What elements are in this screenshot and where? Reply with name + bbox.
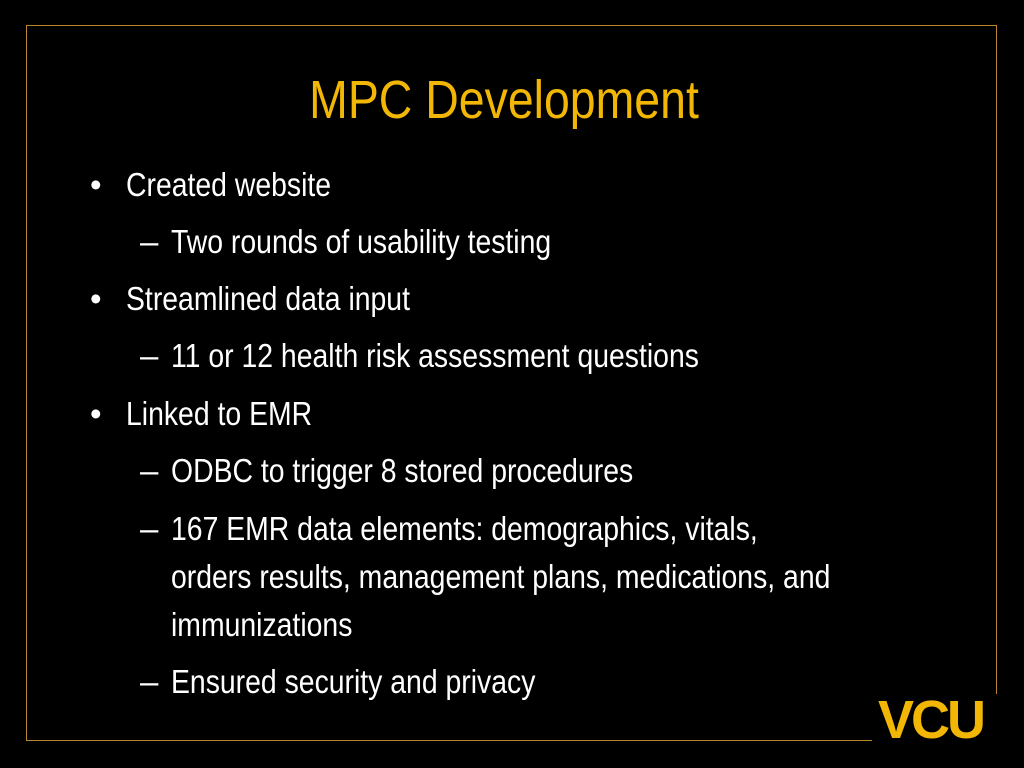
sub-bullet-marker: – [140, 510, 159, 547]
sub-bullet-text: Ensured security and privacy [171, 663, 536, 700]
sub-bullet-text-continued: orders results, management plans, medications, and [171, 558, 831, 595]
sub-bullet-text-continued: immunizations [171, 606, 353, 643]
sub-bullet-marker: – [140, 663, 159, 700]
bullet-marker: • [90, 280, 102, 317]
bullet-text: Streamlined data input [126, 280, 410, 317]
vcu-logo [872, 690, 1002, 750]
sub-bullet-text: Two rounds of usability testing [171, 223, 552, 260]
sub-bullet-marker: – [140, 452, 159, 489]
bullet-text: Linked to EMR [126, 395, 313, 432]
sub-bullet-text: 167 EMR data elements: demographics, vitals, [171, 510, 758, 547]
sub-bullet-text: 11 or 12 health risk assessment questions [171, 337, 699, 374]
bullet-text: Created website [126, 166, 332, 203]
sub-bullet-marker: – [140, 337, 159, 374]
sub-bullet-text: ODBC to trigger 8 stored procedures [171, 452, 634, 489]
bullet-marker: • [90, 166, 102, 203]
vcu-logo-text: VCU [878, 690, 984, 750]
slide-title: MPC Development [309, 70, 699, 130]
bullet-marker: • [90, 395, 102, 432]
sub-bullet-marker: – [140, 223, 159, 260]
